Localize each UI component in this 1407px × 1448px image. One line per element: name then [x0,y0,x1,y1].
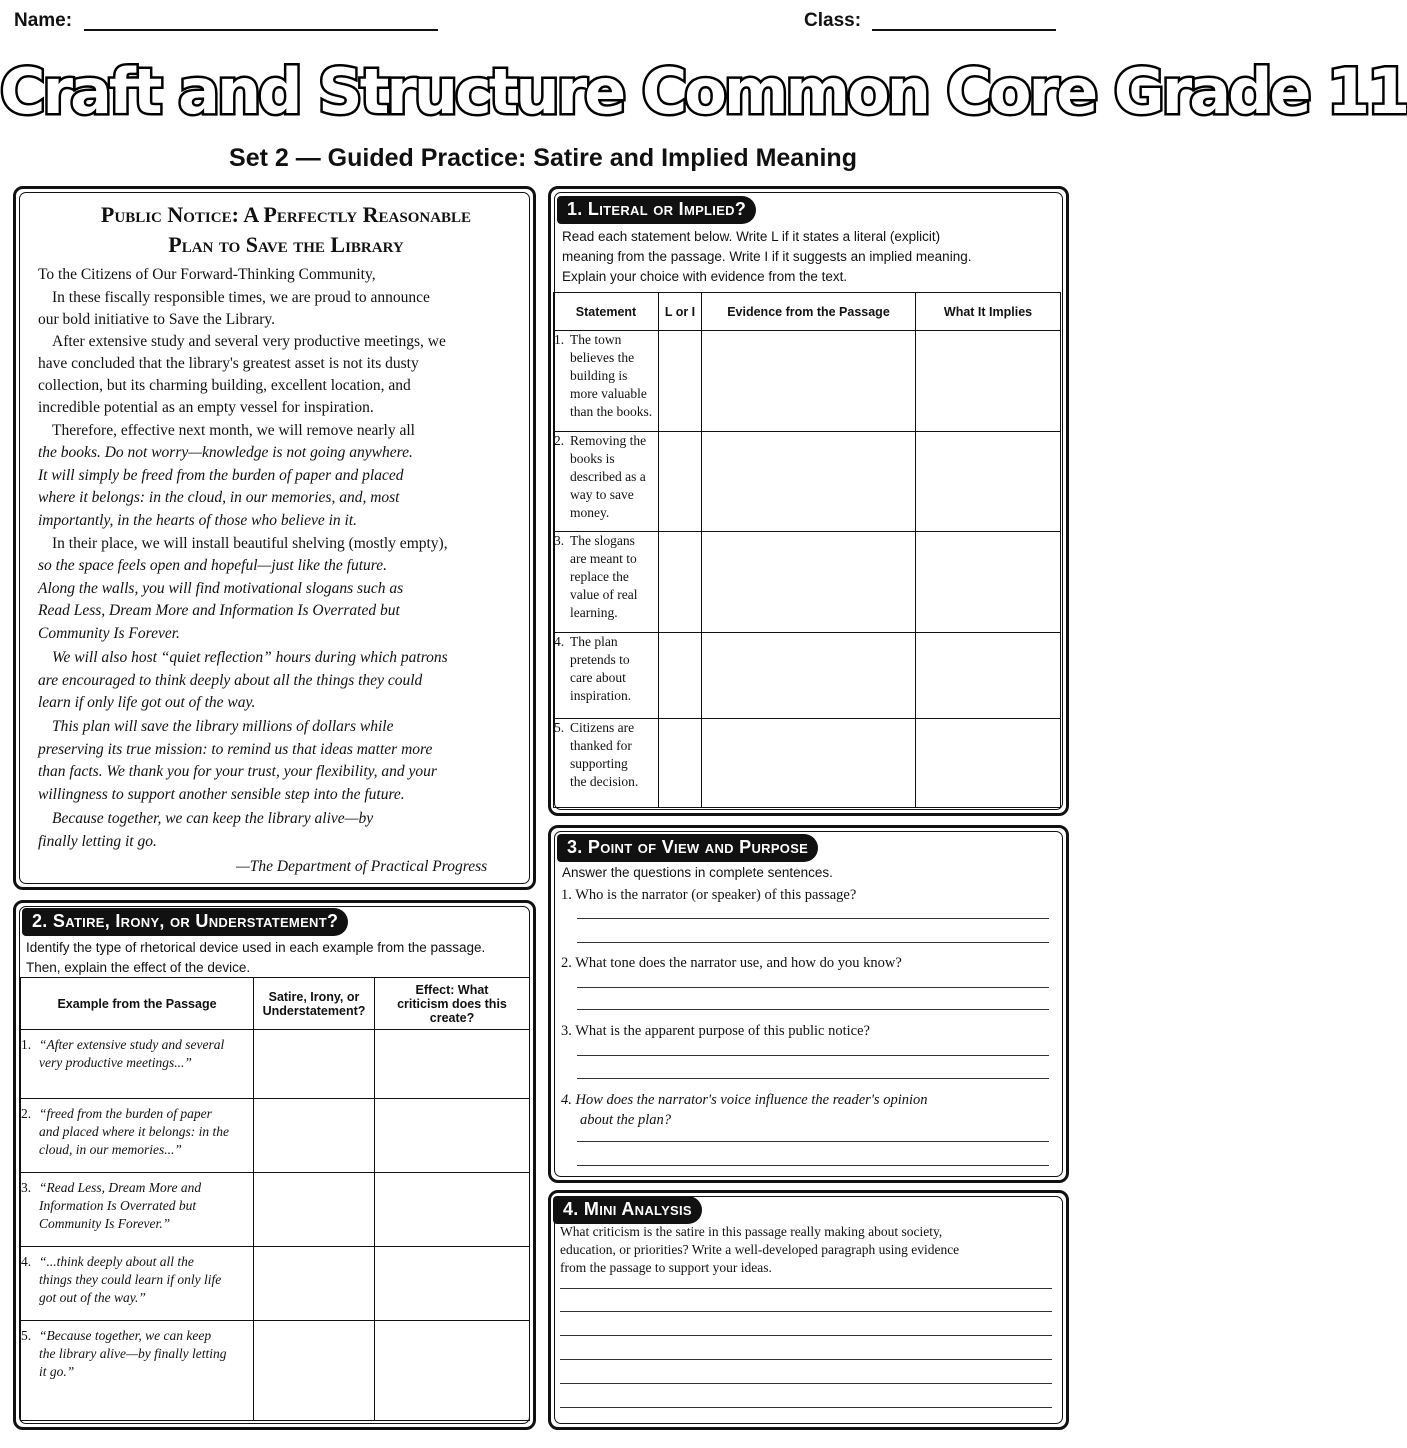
section1-tag: 1. Literal or Implied? [557,196,756,224]
effect-cell[interactable] [375,1030,530,1099]
example-cell: 4. “...think deeply about all the things they could learn if only life got out of the way.” [21,1247,254,1321]
passage-line: Community Is Forever. [38,625,180,642]
device-cell[interactable] [254,1099,375,1173]
passage-line: After extensive study and several very productive meetings, we [52,333,446,350]
passage-line: In their place, we will install beautiful shelving (mostly empty), [52,535,448,552]
passage-line: where it belongs: in the cloud, in our memories, and, most [38,489,400,506]
l-or-i-cell[interactable] [659,633,702,719]
table-row [554,532,1061,633]
device-cell[interactable] [254,1321,375,1421]
question-4: 4. How does the narrator's voice influence the reader's opinion [561,1092,928,1108]
passage-title-line2: Plan to Save the Library [168,232,404,257]
device-cell[interactable] [254,1247,375,1321]
writing-line[interactable] [560,1359,1052,1360]
evidence-cell[interactable] [702,633,916,719]
example-cell: 2. “freed from the burden of paper and placed where it belongs: in the cloud, in our memories...” [21,1099,254,1173]
evidence-cell[interactable] [702,532,916,633]
passage-line: Read Less, Dream More and Information Is Overrated but [38,602,400,619]
passage-line: To the Citizens of Our Forward-Thinking Community, [38,266,376,283]
section1-instructions-line: Explain your choice with evidence from the text. [562,269,848,284]
worksheet-subtitle: Set 2 — Guided Practice: Satire and Implied Meaning [229,144,857,172]
l-or-i-cell[interactable] [659,331,702,432]
l-or-i-cell[interactable] [659,432,702,532]
section2-instructions-line: Identify the type of rhetorical device used in each example from the passage. [26,940,486,955]
name-label: Name: [14,10,73,31]
l-or-i-cell[interactable] [659,532,702,633]
answer-line[interactable] [577,942,1049,943]
evidence-cell[interactable] [702,719,916,808]
passage-line: collection, but its charming building, excellent location, and [38,377,411,394]
implies-cell[interactable] [916,532,1061,633]
writing-line[interactable] [560,1335,1052,1336]
passage-line: have concluded that the library's greatest asset is not its dusty [38,355,419,372]
passage-line: willingness to support another sensible step into the future. [38,786,405,803]
section4-tag: 4. Mini Analysis [553,1196,702,1224]
table-row [554,719,1061,808]
device-cell[interactable] [254,1030,375,1099]
name-field[interactable] [84,29,438,31]
example-cell: 1. “After extensive study and several very productive meetings...” [21,1030,254,1099]
column-header: Evidence from the Passage [702,293,916,331]
column-header: Satire, Irony, or Understatement? [254,978,375,1030]
table-row [21,1099,530,1173]
statement-cell: 4. The plan pretends to care about inspiration. [554,633,659,719]
section2-instructions-line: Then, explain the effect of the device. [26,960,251,975]
column-header: L or I [659,293,702,331]
writing-line[interactable] [560,1288,1052,1289]
passage-line: than facts. We thank you for your trust, your flexibility, and your [38,763,437,780]
section1-instructions-line: meaning from the passage. Write I if it suggests an implied meaning. [562,249,972,264]
table-row [554,331,1061,432]
question-2: 2. What tone does the narrator use, and how do you know? [561,955,902,971]
writing-line[interactable] [560,1383,1052,1384]
table-row [554,432,1061,532]
example-cell: 5. “Because together, we can keep the library alive—by finally letting it go.” [21,1321,254,1421]
effect-cell[interactable] [375,1321,530,1421]
section4-instructions-line: education, or priorities? Write a well-developed paragraph using evidence [560,1242,960,1257]
device-cell[interactable] [254,1173,375,1247]
column-header: Statement [554,293,659,331]
table-row [21,1030,530,1099]
statement-cell: 2. Removing the books is described as a way to save money. [554,432,659,532]
worksheet-title: Craft and Structure Common Core Grade 11 [0,55,1407,128]
answer-line[interactable] [577,1009,1049,1010]
passage-line: Because together, we can keep the library alive—by [52,810,374,827]
l-or-i-cell[interactable] [659,719,702,808]
column-header: Example from the Passage [21,978,254,1030]
section4-instructions-line: from the passage to support your ideas. [560,1260,772,1275]
passage-line: the books. Do not worry—knowledge is not going anywhere. [38,444,413,461]
question-4-continued: about the plan? [580,1112,672,1128]
passage-line: In these fiscally responsible times, we are proud to announce [52,289,430,306]
writing-line[interactable] [560,1407,1052,1408]
answer-line[interactable] [577,1078,1049,1079]
implies-cell[interactable] [916,719,1061,808]
section3-tag: 3. Point of View and Purpose [557,834,818,862]
example-cell: 3. “Read Less, Dream More and Information Is Overrated but Community Is Forever.” [21,1173,254,1247]
passage-line: our bold initiative to Save the Library. [38,311,276,328]
table-row [21,1247,530,1321]
literal-implied-table [553,292,1061,808]
passage-line: importantly, in the hearts of those who believe in it. [38,512,358,529]
passage-line: Therefore, effective next month, we will remove nearly all [52,422,415,439]
satire-irony-table [20,977,530,1421]
table-row [21,1321,530,1421]
statement-cell: 5. Citizens are thanked for supporting the decision. [554,719,659,808]
effect-cell[interactable] [375,1173,530,1247]
class-label: Class: [804,10,862,31]
passage-line: This plan will save the library millions of dollars while [52,718,394,735]
passage-line: are encouraged to think deeply about all the things they could [38,672,423,689]
writing-line[interactable] [560,1311,1052,1312]
passage-signature: —The Department of Practical Progress [236,858,488,875]
evidence-cell[interactable] [702,432,916,532]
passage-line: Along the walls, you will find motivational slogans such as [38,580,404,597]
class-field[interactable] [872,29,1056,31]
table-row [21,1173,530,1247]
question-3: 3. What is the apparent purpose of this public notice? [561,1023,870,1039]
answer-line[interactable] [577,1055,1049,1056]
section3-instructions: Answer the questions in complete sentences. [562,865,833,880]
implies-cell[interactable] [916,432,1061,532]
passage-line: It will simply be freed from the burden of paper and placed [38,467,404,484]
answer-line[interactable] [577,987,1049,988]
column-header: What It Implies [916,293,1061,331]
effect-cell[interactable] [375,1099,530,1173]
passage-line: incredible potential as an empty vessel for inspiration. [38,399,374,416]
passage-title-line1: Public Notice: A Perfectly Reasonable [100,202,472,227]
statement-cell: 1. The town believes the building is more valuable than the books. [554,331,659,432]
section2-tag: 2. Satire, Irony, or Understatement? [22,908,348,936]
evidence-cell[interactable] [702,331,916,432]
implies-cell[interactable] [916,633,1061,719]
passage-line: finally letting it go. [38,833,157,850]
table-row [554,633,1061,719]
answer-line[interactable] [577,1141,1049,1142]
column-header: Effect: What criticism does this create? [375,978,530,1030]
section4-instructions-line: What criticism is the satire in this passage really making about society, [560,1224,943,1239]
implies-cell[interactable] [916,331,1061,432]
passage-line: preserving its true mission: to remind us that ideas matter more [38,741,433,758]
statement-cell: 3. The slogans are meant to replace the value of real learning. [554,532,659,633]
answer-line[interactable] [577,1165,1049,1166]
passage-line: learn if only life got out of the way. [38,694,256,711]
question-1: 1. Who is the narrator (or speaker) of this passage? [561,887,857,903]
answer-line[interactable] [577,918,1049,919]
effect-cell[interactable] [375,1247,530,1321]
passage-line: We will also host “quiet reflection” hours during which patrons [52,649,448,666]
section1-instructions-line: Read each statement below. Write L if it states a literal (explicit) [562,229,941,244]
passage-line: so the space feels open and hopeful—just like the future. [38,557,387,574]
